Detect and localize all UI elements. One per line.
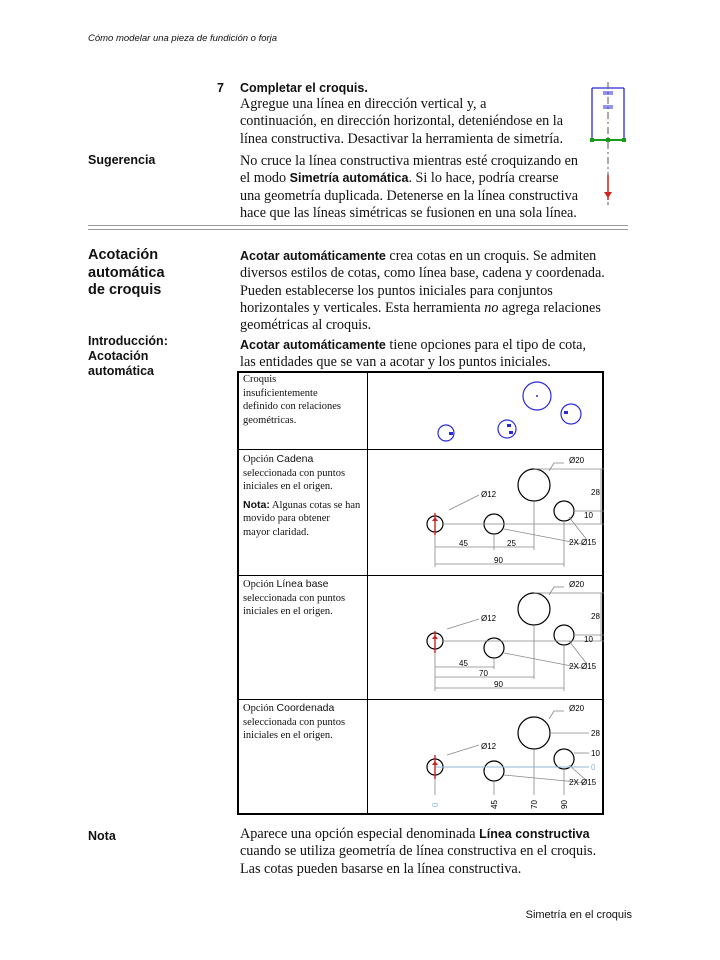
- cell-line: [243, 453, 365, 467]
- table-row-text: [243, 453, 365, 539]
- cell-text: Algunas cotas se han: [269, 499, 361, 511]
- cell-text: Opción: [243, 703, 277, 714]
- paragraph-line: cuando se utiliza geometría de línea constructiva en el croquis.: [240, 843, 597, 860]
- tip-text: [240, 153, 578, 222]
- paragraph-line: diversos estilos de cotas, como línea base, cadena y coordenada.: [240, 265, 605, 282]
- dim-d15: 2X Ø15: [569, 662, 597, 671]
- step-line: continuación, en dirección horizontal, deteniéndose en la: [240, 113, 564, 130]
- tip-text-part: . Si lo hace, podría crearse: [408, 170, 559, 187]
- cell-line: Croquis: [243, 374, 277, 385]
- step-line: Agregue una línea en dirección vertical y, a: [240, 96, 487, 112]
- tip-line: una geometría duplicada. Detenerse en la línea constructiva: [240, 187, 578, 204]
- cell-line: geométricas.: [243, 414, 297, 426]
- dim-0-vertical: 0: [591, 763, 596, 772]
- step-line: línea constructiva. Desactivar la herramienta de simetría.: [240, 130, 564, 147]
- table-row-divider: [239, 699, 602, 700]
- dim-70: 70: [530, 800, 539, 809]
- section-heading-line: automática: [88, 264, 165, 281]
- running-footer: Simetría en el croquis: [525, 909, 632, 921]
- cell-line: [243, 499, 365, 513]
- dim-28: 28: [591, 729, 600, 738]
- intro-label-line: automática: [88, 364, 154, 378]
- tip-bold: Simetría automática: [289, 171, 409, 186]
- dim-d15: 2X Ø15: [569, 778, 597, 787]
- cell-line: seleccionada con puntos: [243, 716, 346, 728]
- dim-90: 90: [494, 680, 503, 689]
- option-name: Cadena: [276, 453, 314, 465]
- paragraph-line: [240, 248, 605, 265]
- intro-label-line: Introducción:: [88, 334, 168, 348]
- dim-d12: Ø12: [481, 614, 497, 623]
- section-divider: [88, 229, 628, 230]
- note-label: Nota: [88, 829, 116, 843]
- cell-line: iniciales en el origen.: [243, 481, 333, 492]
- section-paragraph: [240, 248, 605, 334]
- paragraph-text: agrega relaciones: [498, 299, 601, 316]
- dim-10: 10: [584, 511, 593, 520]
- tip-label: Sugerencia: [88, 153, 156, 167]
- dim-45: 45: [459, 659, 468, 668]
- option-name: Coordenada: [276, 702, 335, 714]
- paragraph-line: [240, 826, 596, 843]
- intro-label-line: Acotación: [88, 349, 149, 363]
- cell-line: iniciales en el origen.: [243, 606, 333, 617]
- cell-text: Opción: [243, 579, 277, 590]
- dim-d20: Ø20: [569, 704, 585, 713]
- options-table: [237, 371, 604, 815]
- dim-25: 25: [507, 539, 516, 548]
- paragraph-text: horizontales y verticales. Esta herramienta: [240, 299, 485, 316]
- tool-name: Acotar automáticamente: [240, 249, 386, 263]
- step-text: [240, 96, 563, 148]
- dim-70: 70: [479, 669, 488, 678]
- cell-line: seleccionada con puntos: [243, 467, 346, 479]
- paragraph-line: Pueden establecerse los puntos iniciales para conjuntos: [240, 282, 553, 299]
- emphasis: no: [484, 299, 499, 316]
- paragraph-line: geométricas al croquis.: [240, 317, 372, 334]
- cell-text: Opción: [243, 454, 277, 465]
- section-heading-line: de croquis: [88, 282, 162, 298]
- dim-d20: Ø20: [569, 580, 585, 589]
- section-divider: [88, 225, 628, 226]
- paragraph-line: [240, 300, 605, 317]
- running-header: Cómo modelar una pieza de fundición o forja: [88, 33, 278, 44]
- note-label: Nota:: [243, 498, 270, 511]
- cell-line: definido con relaciones: [243, 401, 341, 412]
- dim-d12: Ø12: [481, 490, 497, 499]
- paragraph-line: las entidades que se van a acotar y los puntos iniciales.: [240, 354, 551, 371]
- section-heading: [88, 247, 165, 300]
- dim-28: 28: [591, 612, 600, 621]
- table-row-divider: [239, 575, 602, 576]
- paragraph-text: crea cotas en un croquis. Se admiten: [385, 248, 597, 264]
- baseline-dimension-figure: [419, 579, 604, 697]
- dim-28: 28: [591, 488, 600, 497]
- dim-d20: Ø20: [569, 456, 585, 465]
- paragraph-line: [240, 337, 586, 354]
- underdefined-sketch-figure: [429, 376, 599, 448]
- option-name: Línea constructiva: [479, 827, 590, 841]
- cell-line: mayor claridad.: [243, 526, 309, 538]
- cell-line: iniciales en el origen.: [243, 730, 333, 741]
- table-row-text: [243, 578, 365, 619]
- option-name: Línea base: [276, 578, 329, 590]
- dim-45: 45: [490, 800, 499, 809]
- intro-paragraph: [240, 337, 586, 372]
- cell-line: [243, 702, 365, 716]
- paragraph-text: Aparece una opción especial denominada: [240, 826, 480, 842]
- table-row-text: [243, 373, 365, 427]
- symmetry-sketch-figure: [582, 80, 630, 210]
- cell-line: [243, 578, 365, 592]
- dim-d12: Ø12: [481, 742, 497, 751]
- dim-90: 90: [560, 800, 569, 809]
- cell-line: insuficientemente: [243, 387, 318, 399]
- table-row-text: [243, 702, 365, 743]
- tip-text-part: el modo: [240, 170, 290, 187]
- step-title: Completar el croquis.: [240, 81, 368, 95]
- dim-d15: 2X Ø15: [569, 538, 597, 547]
- tip-line: hace que las líneas simétricas se fusionen en una sola línea.: [240, 204, 577, 221]
- step-number: 7: [217, 81, 224, 95]
- paragraph-line: Las cotas pueden basarse en la línea constructiva.: [240, 860, 522, 877]
- coordinate-dimension-figure: [419, 703, 604, 813]
- section-heading-line: Acotación: [88, 247, 159, 263]
- chain-dimension-figure: [419, 455, 604, 573]
- dim-0-horizontal: 0: [431, 802, 440, 807]
- dim-10: 10: [591, 749, 600, 758]
- intro-label: [88, 334, 168, 379]
- dim-10: 10: [584, 635, 593, 644]
- tool-name: Acotar automáticamente: [240, 338, 386, 352]
- paragraph-text: tiene opciones para el tipo de cota,: [385, 337, 586, 353]
- tip-line: [240, 170, 578, 187]
- cell-line: seleccionada con puntos: [243, 592, 346, 604]
- table-row-divider: [239, 449, 602, 450]
- tip-line: No cruce la línea constructiva mientras esté croquizando en: [240, 153, 578, 169]
- table-column-divider: [367, 373, 368, 813]
- cell-line: movido para obtener: [243, 513, 330, 524]
- dim-45: 45: [459, 539, 468, 548]
- note-paragraph: [240, 826, 596, 878]
- dim-90: 90: [494, 556, 503, 565]
